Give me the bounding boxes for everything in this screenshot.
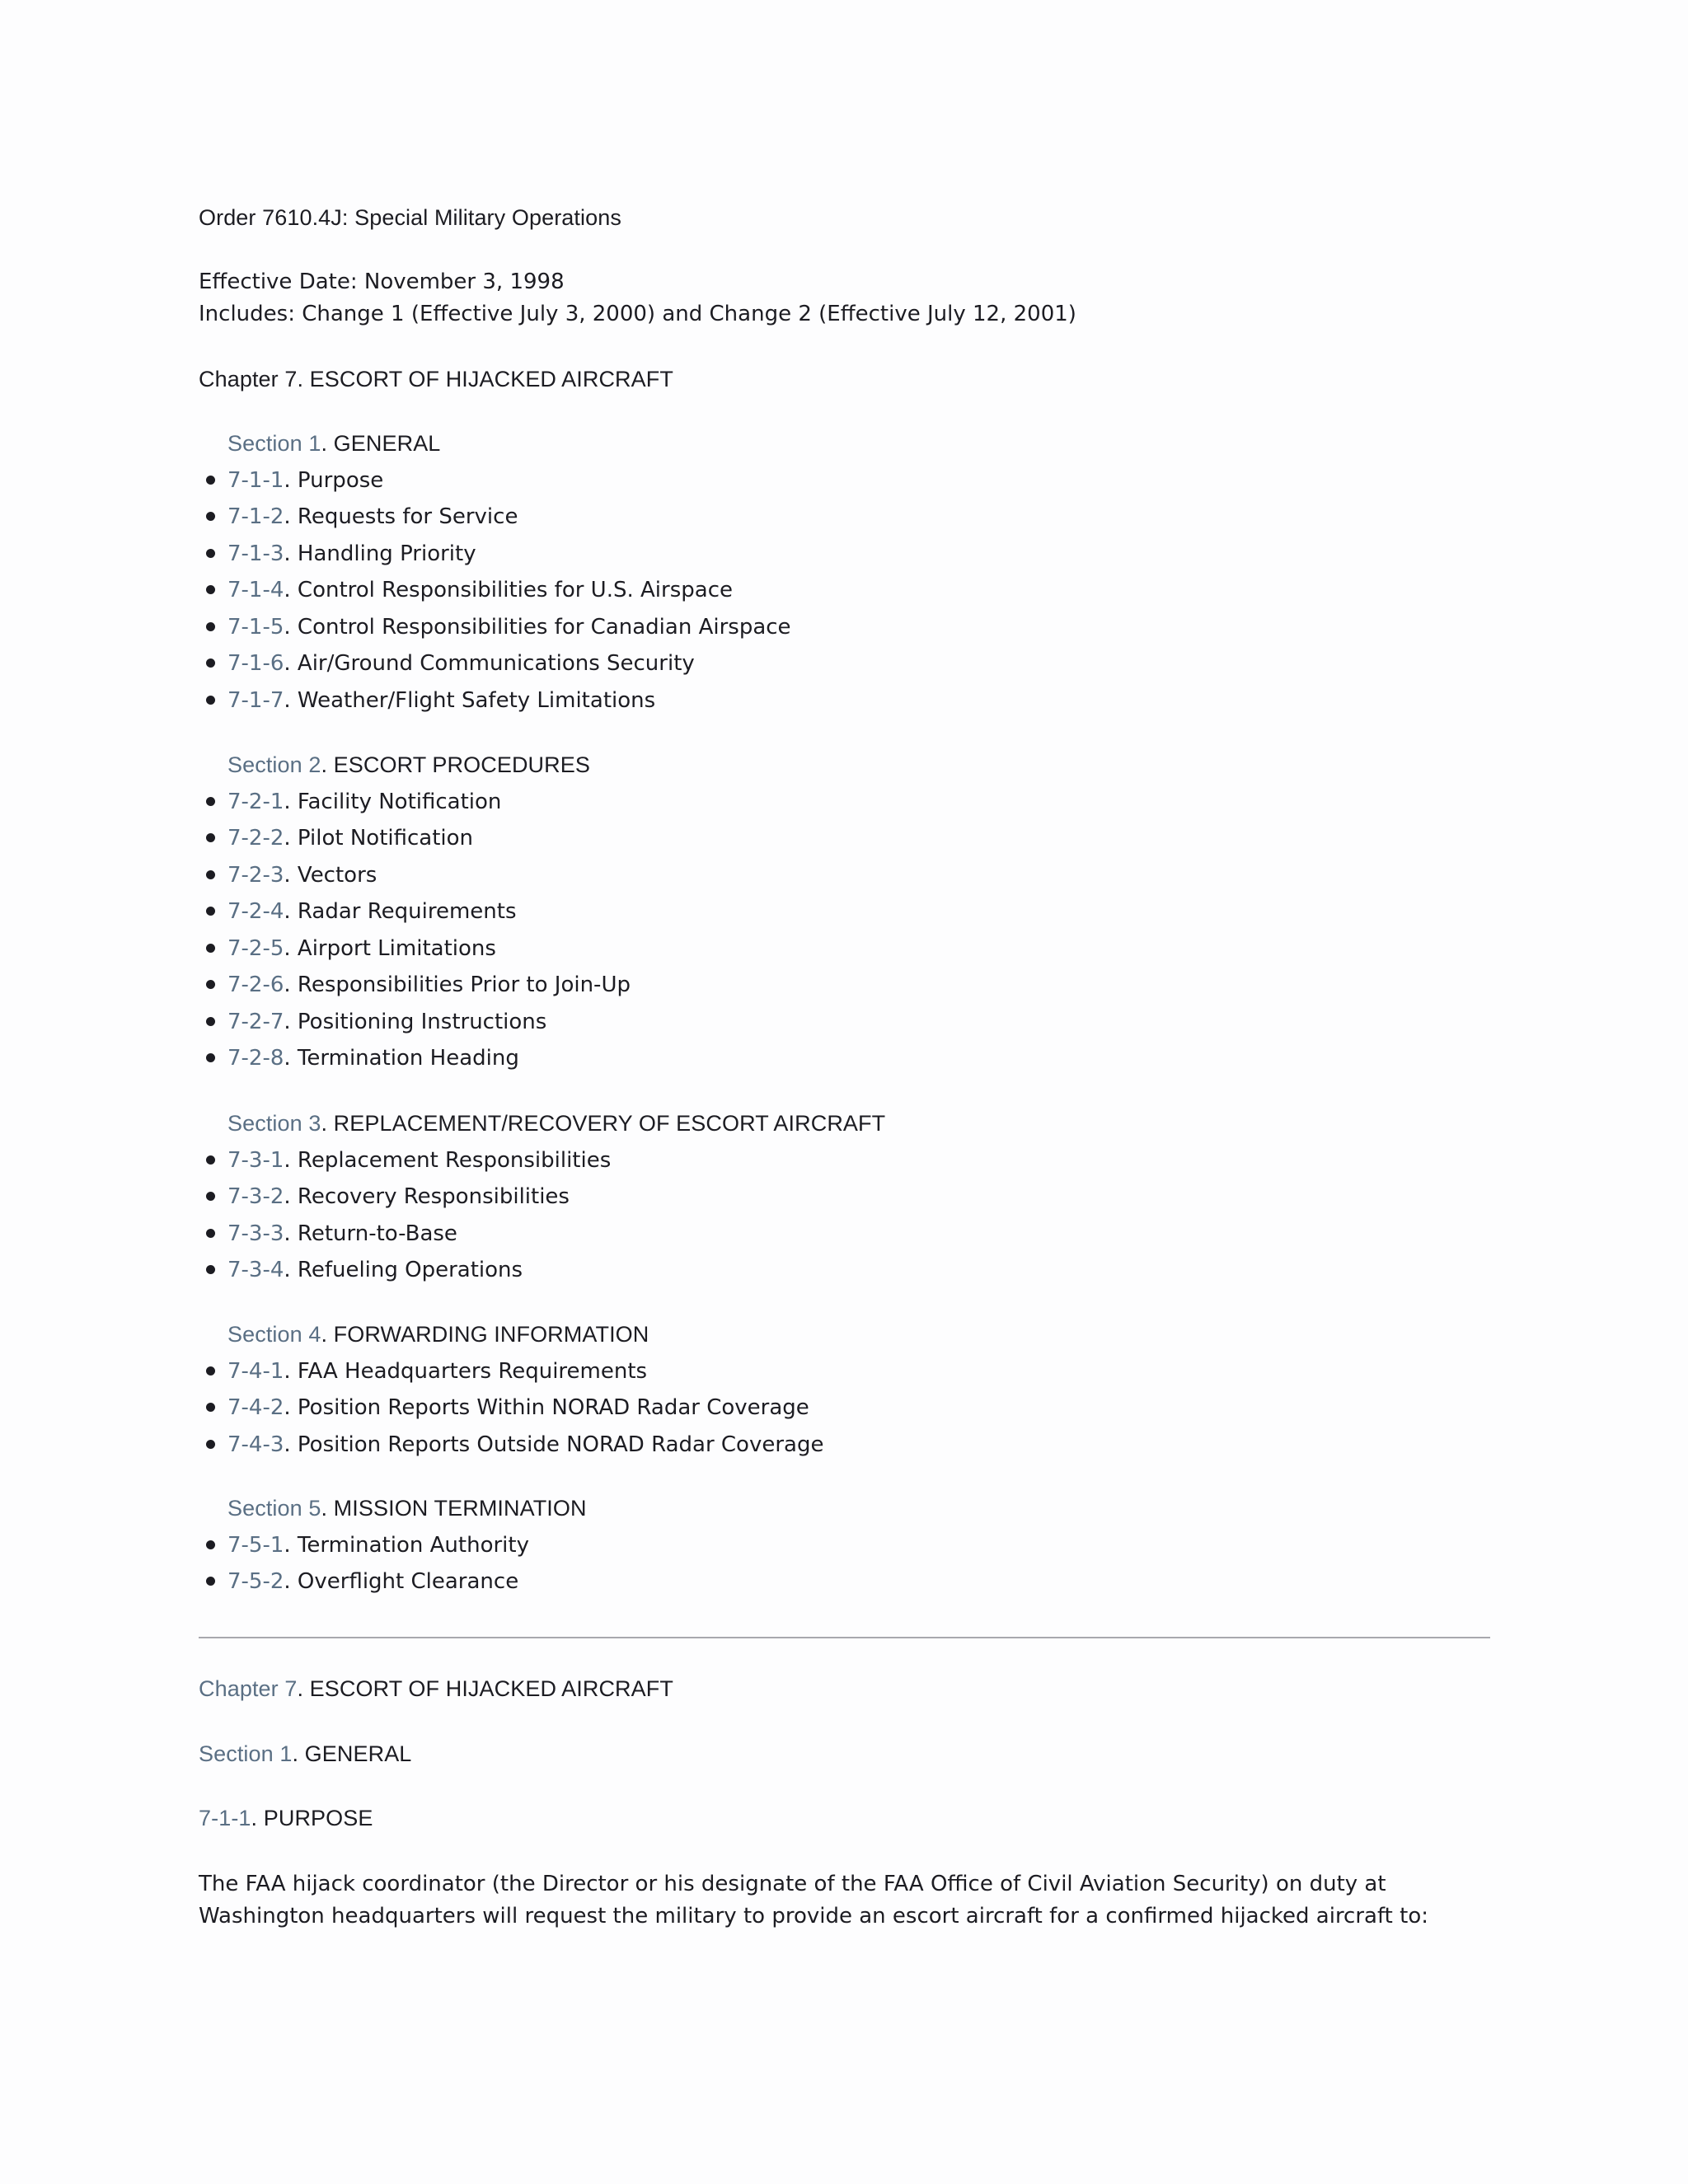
body-paragraph: The FAA hijack coordinator (the Director or his designate of the FAA Office of Civil Aviation Security) on duty at Washington headquarters will request the military to provide an escort aircraft for a confirmed hijacked aircraft to: <box>199 1872 1428 1929</box>
toc-item-link[interactable]: 7-3-1 <box>227 1147 284 1173</box>
toc-item-link[interactable]: 7-5-2 <box>227 1569 284 1594</box>
chapter-heading <box>199 1675 673 1702</box>
toc-item-link[interactable]: 7-2-6 <box>227 972 284 997</box>
toc-item-title: . Control Responsibilities for U.S. Airspace <box>284 578 733 602</box>
bullet-icon <box>206 1265 215 1274</box>
toc-item-title: . Airport Limitations <box>284 935 496 961</box>
toc-list-item <box>227 1147 611 1174</box>
includes-changes: Includes: Change 1 (Effective July 3, 2000) and Change 2 (Effective July 12, 2001) <box>199 302 1076 326</box>
toc-list-item <box>227 504 518 530</box>
effective-date: Effective Date: November 3, 1998 <box>199 269 565 294</box>
toc-section-heading <box>227 1110 885 1137</box>
toc-item-link[interactable]: 7-1-4 <box>227 578 284 602</box>
bullet-icon <box>206 907 215 916</box>
toc-item-link[interactable]: 7-4-2 <box>227 1395 284 1420</box>
toc-list-item <box>227 1432 823 1458</box>
bullet-icon <box>206 980 215 989</box>
toc-list-item <box>227 650 695 677</box>
toc-item-link[interactable]: 7-2-4 <box>227 899 284 924</box>
bullet-icon <box>206 1577 215 1586</box>
toc-section-link[interactable]: Section 2 <box>227 752 321 777</box>
toc-item-title: . Handling Priority <box>284 541 476 566</box>
toc-chapter-heading: Chapter 7. ESCORT OF HIJACKED AIRCRAFT <box>199 367 673 391</box>
bullet-icon <box>206 549 215 558</box>
toc-item-title: . Recovery Responsibilities <box>284 1184 570 1209</box>
toc-item-title: . Pilot Notification <box>284 826 474 851</box>
toc-section-link[interactable]: Section 3 <box>227 1111 321 1136</box>
toc-list-item <box>227 935 496 962</box>
chapter-title: . ESCORT OF HIJACKED AIRCRAFT <box>297 1676 673 1701</box>
toc-list-item <box>227 898 517 925</box>
toc-item-link[interactable]: 7-1-7 <box>227 687 284 713</box>
toc-item-link[interactable]: 7-2-8 <box>227 1046 284 1071</box>
toc-item-title: . Positioning Instructions <box>284 1009 547 1034</box>
paragraph-title: . PURPOSE <box>251 1806 373 1830</box>
toc-item-link[interactable]: 7-1-6 <box>227 651 284 676</box>
paragraph-heading <box>199 1805 373 1831</box>
bullet-icon <box>206 1366 215 1376</box>
toc-section-heading <box>227 752 590 778</box>
toc-section-title: . ESCORT PROCEDURES <box>321 752 590 777</box>
toc-item-link[interactable]: 7-3-2 <box>227 1184 284 1209</box>
toc-item-title: . Responsibilities Prior to Join-Up <box>284 972 631 997</box>
toc-section-heading <box>227 430 440 457</box>
bullet-icon <box>206 476 215 485</box>
toc-item-title: . FAA Headquarters Requirements <box>284 1358 648 1384</box>
bullet-icon <box>206 1192 215 1201</box>
toc-list-item <box>227 1221 457 1247</box>
section-heading <box>199 1741 411 1767</box>
toc-item-link[interactable]: 7-1-2 <box>227 504 284 529</box>
toc-list-item <box>227 1394 809 1421</box>
toc-item-link[interactable]: 7-5-1 <box>227 1532 284 1558</box>
bullet-icon <box>206 944 215 953</box>
horizontal-divider <box>199 1637 1490 1638</box>
bullet-icon <box>206 658 215 668</box>
toc-item-link[interactable]: 7-4-1 <box>227 1358 284 1384</box>
bullet-icon <box>206 585 215 594</box>
bullet-icon <box>206 696 215 705</box>
toc-section-title: . GENERAL <box>321 431 441 456</box>
toc-list-item <box>227 1568 518 1595</box>
toc-list-item <box>227 825 473 851</box>
toc-list-item <box>227 789 501 815</box>
toc-list-item <box>227 972 631 998</box>
order-title: Order 7610.4J: Special Military Operations <box>199 205 621 230</box>
bullet-icon <box>206 512 215 521</box>
bullet-icon <box>206 622 215 631</box>
paragraph-link[interactable]: 7-1-1 <box>199 1806 251 1830</box>
toc-item-title: . Facility Notification <box>284 789 502 814</box>
toc-list-item <box>227 1257 523 1283</box>
toc-list-item <box>227 1045 519 1071</box>
toc-item-title: . Overflight Clearance <box>284 1569 519 1594</box>
toc-list-item <box>227 862 377 888</box>
toc-item-link[interactable]: 7-1-5 <box>227 614 284 640</box>
toc-list-item <box>227 1183 570 1210</box>
bullet-icon <box>206 1540 215 1549</box>
toc-item-title: . Air/Ground Communications Security <box>284 651 695 676</box>
section-link[interactable]: Section 1 <box>199 1741 293 1766</box>
toc-list-item <box>227 1358 647 1385</box>
toc-list-item <box>227 577 733 603</box>
toc-list-item <box>227 614 791 640</box>
bullet-icon <box>206 1017 215 1026</box>
toc-item-link[interactable]: 7-2-2 <box>227 826 284 851</box>
bullet-icon <box>206 797 215 806</box>
toc-item-title: . Control Responsibilities for Canadian Airspace <box>284 614 791 640</box>
toc-item-link[interactable]: 7-3-4 <box>227 1258 284 1282</box>
toc-list-item <box>227 467 383 494</box>
toc-item-title: . Position Reports Outside NORAD Radar Coverage <box>284 1432 824 1457</box>
toc-section-heading <box>227 1495 587 1521</box>
toc-item-title: . Termination Heading <box>284 1046 519 1071</box>
toc-item-link[interactable]: 7-2-5 <box>227 935 284 961</box>
toc-item-link[interactable]: 7-4-3 <box>227 1432 284 1457</box>
chapter-link[interactable]: Chapter 7 <box>199 1676 298 1701</box>
toc-list-item <box>227 1009 546 1035</box>
toc-list-item <box>227 687 655 714</box>
bullet-icon <box>206 1403 215 1412</box>
toc-section-title: . FORWARDING INFORMATION <box>321 1322 649 1347</box>
toc-section-link[interactable]: Section 1 <box>227 431 321 456</box>
toc-section-title: . REPLACEMENT/RECOVERY OF ESCORT AIRCRAFT <box>321 1111 886 1136</box>
toc-item-link[interactable]: 7-1-1 <box>227 467 284 493</box>
toc-item-title: . Return-to-Base <box>284 1221 457 1246</box>
toc-item-title: . Radar Requirements <box>284 899 517 924</box>
toc-section-heading <box>227 1321 649 1347</box>
toc-item-title: . Position Reports Within NORAD Radar Coverage <box>284 1395 809 1420</box>
toc-item-title: . Vectors <box>284 862 377 888</box>
bullet-icon <box>206 1053 215 1062</box>
bullet-icon <box>206 1155 215 1165</box>
toc-item-title: . Purpose <box>284 467 384 493</box>
toc-item-title: . Termination Authority <box>284 1532 529 1558</box>
bullet-icon <box>206 833 215 842</box>
toc-item-link[interactable]: 7-2-3 <box>227 862 284 888</box>
toc-section-link[interactable]: Section 5 <box>227 1496 321 1521</box>
toc-list-item <box>227 1532 529 1558</box>
toc-item-title: . Weather/Flight Safety Limitations <box>284 687 656 713</box>
bullet-icon <box>206 870 215 879</box>
toc-section-title: . MISSION TERMINATION <box>321 1496 587 1521</box>
toc-item-title: . Requests for Service <box>284 504 518 529</box>
toc-item-title: . Replacement Responsibilities <box>284 1147 612 1173</box>
bullet-icon <box>206 1440 215 1449</box>
toc-item-link[interactable]: 7-3-3 <box>227 1221 284 1246</box>
toc-item-title: . Refueling Operations <box>284 1258 523 1282</box>
toc-item-link[interactable]: 7-2-1 <box>227 789 284 814</box>
toc-list-item <box>227 541 476 567</box>
toc-item-link[interactable]: 7-1-3 <box>227 541 284 566</box>
section-title: . GENERAL <box>292 1741 412 1766</box>
toc-item-link[interactable]: 7-2-7 <box>227 1009 284 1034</box>
toc-section-link[interactable]: Section 4 <box>227 1322 321 1347</box>
bullet-icon <box>206 1229 215 1238</box>
